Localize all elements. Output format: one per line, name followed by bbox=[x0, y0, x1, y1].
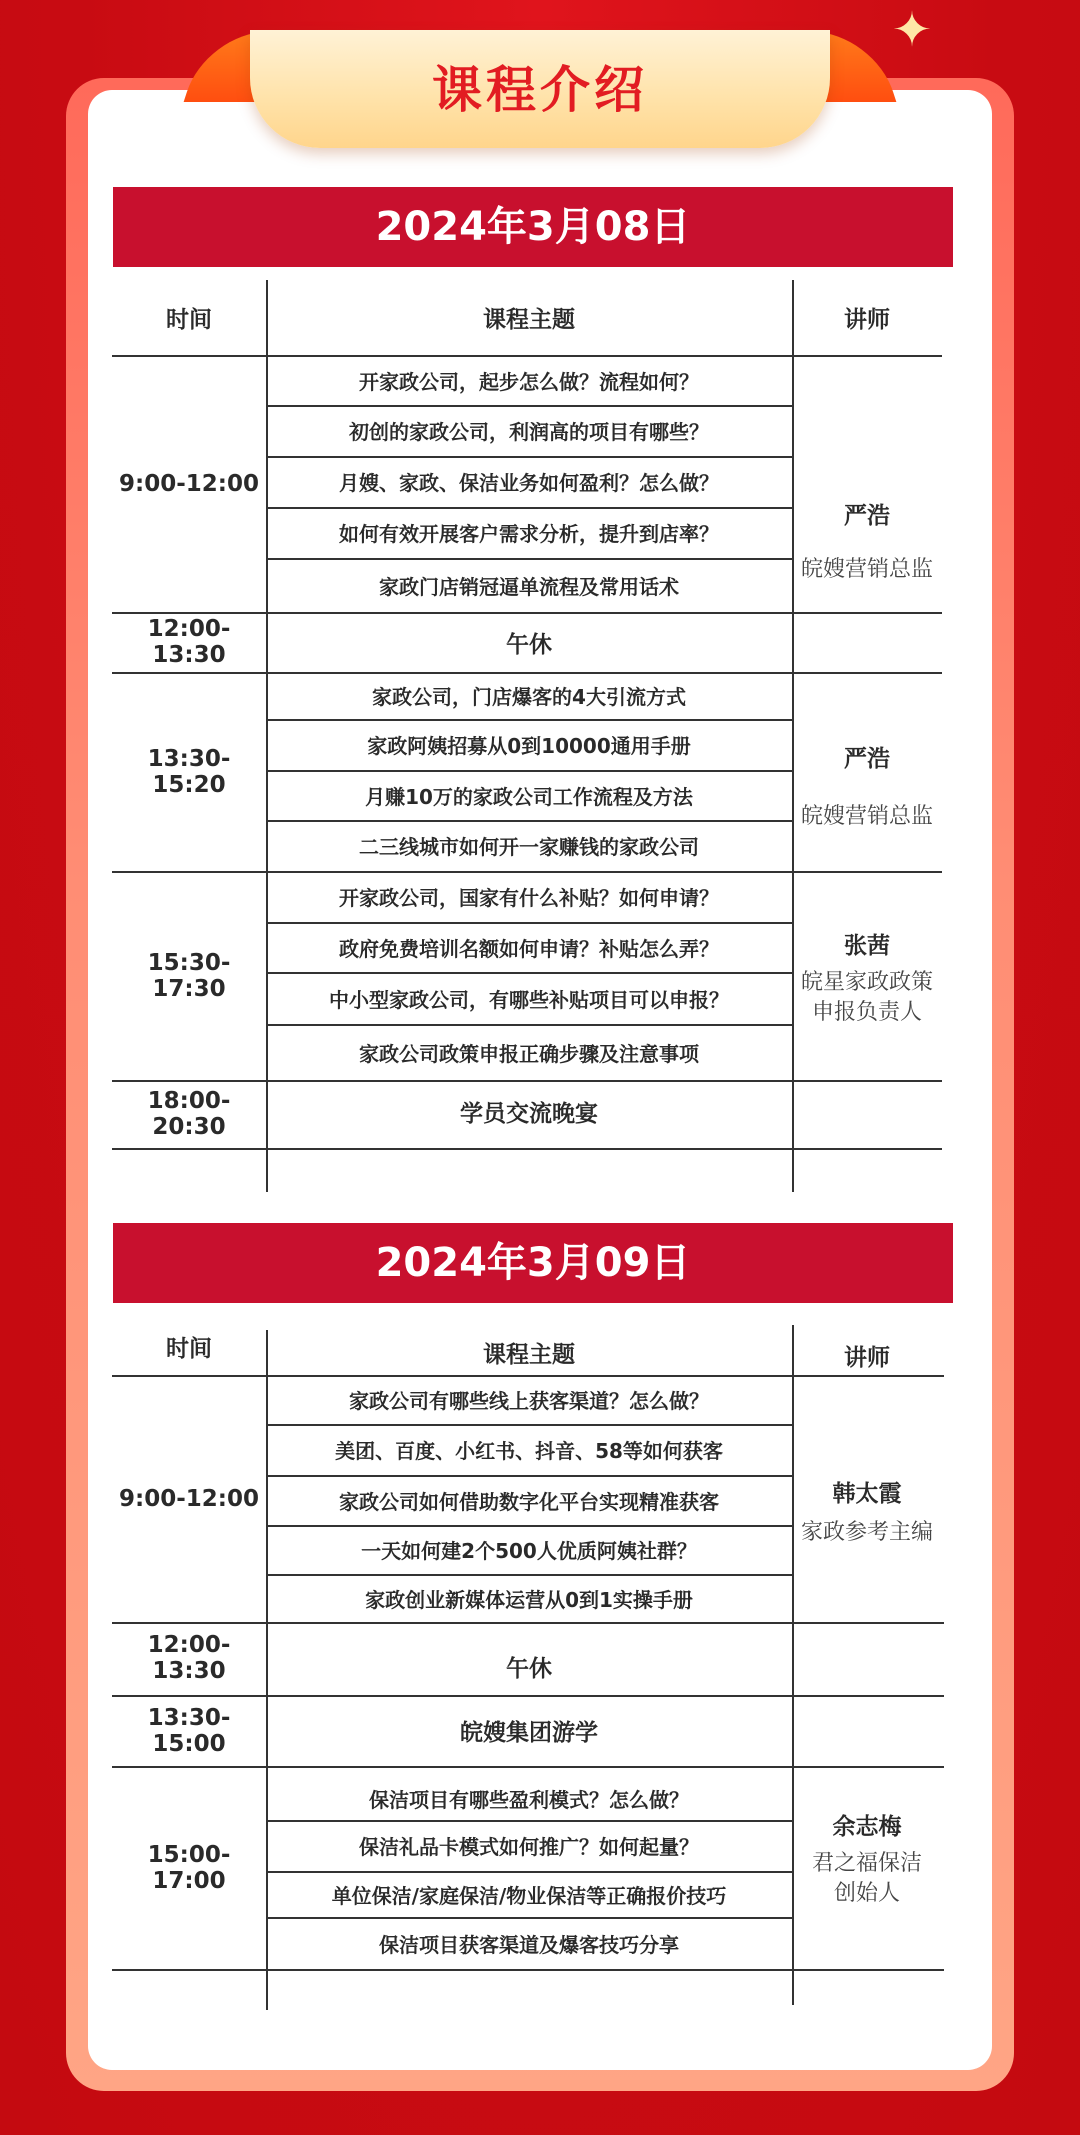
session-time: 12:00-13:30 bbox=[147, 616, 231, 668]
topic-item: 如何有效开展客户需求分析，提升到店率？ bbox=[339, 522, 719, 546]
teacher-name: 韩太霞 bbox=[832, 1480, 902, 1507]
topic-item: 家政公司如何借助数字化平台实现精准获客 bbox=[339, 1489, 719, 1514]
session-time: 13:30-15:00 bbox=[147, 1704, 231, 1757]
teacher-role-line2: 创始人 bbox=[833, 1881, 900, 1906]
topic-item: 初创的家政公司，利润高的项目有哪些？ bbox=[349, 420, 709, 444]
topic-item: 保洁项目有哪些盈利模式？怎么做？ bbox=[369, 1787, 689, 1812]
topic-item: 家政阿姨招募从0到10000通用手册 bbox=[367, 734, 691, 758]
session-time: 9:00-12:00 bbox=[119, 1485, 259, 1512]
teacher-name: 严浩 bbox=[844, 745, 890, 772]
topic-item: 家政门店销冠逼单流程及常用话术 bbox=[379, 574, 679, 599]
column-header-topic: 课程主题 bbox=[483, 307, 575, 333]
teacher-role: 家政参考主编 bbox=[800, 1520, 933, 1545]
column-header-time: 时间 bbox=[166, 307, 212, 333]
topic-item: 午休 bbox=[506, 631, 552, 658]
topic-item: 二三线城市如何开一家赚钱的家政公司 bbox=[359, 835, 699, 859]
topic-item: 月赚10万的家政公司工作流程及方法 bbox=[365, 784, 693, 809]
topic-item: 月嫂、家政、保洁业务如何盈利？怎么做？ bbox=[339, 471, 719, 495]
topic-item: 保洁项目获客渠道及爆客技巧分享 bbox=[379, 1932, 679, 1957]
topic-item: 一天如何建2个500人优质阿姨社群？ bbox=[361, 1539, 697, 1563]
teacher-role-line2: 申报负责人 bbox=[811, 1000, 922, 1025]
topic-item: 开家政公司，起步怎么做？流程如何？ bbox=[359, 369, 699, 394]
page-title: 课程介绍 bbox=[432, 61, 648, 119]
teacher-name: 严浩 bbox=[844, 502, 890, 529]
sparkle-icon: ✦ bbox=[891, 2, 933, 58]
teacher-name: 余志梅 bbox=[832, 1813, 902, 1840]
day1-date-bar: 2024年3月08日 bbox=[113, 187, 953, 267]
day2-date-bar: 2024年3月09日 bbox=[113, 1223, 953, 1303]
topic-item: 皖嫂集团游学 bbox=[460, 1720, 598, 1746]
column-header-time: 时间 bbox=[166, 1335, 212, 1362]
session-time: 9:00-12:00 bbox=[119, 470, 259, 497]
session-time: 18:00-20:30 bbox=[147, 1088, 231, 1140]
topic-item: 家政公司政策申报正确步骤及注意事项 bbox=[359, 1041, 699, 1066]
session-time: 15:00-17:00 bbox=[147, 1841, 231, 1894]
teacher-role: 皖嫂营销总监 bbox=[800, 557, 933, 582]
column-header-teacher: 讲师 bbox=[844, 1344, 890, 1371]
topic-item: 开家政公司，国家有什么补贴？如何申请？ bbox=[339, 886, 719, 910]
topic-item: 家政公司有哪些线上获客渠道？怎么做？ bbox=[349, 1389, 709, 1413]
topic-item: 政府免费培训名额如何申请？补贴怎么弄？ bbox=[339, 936, 719, 961]
teacher-name: 张茜 bbox=[844, 932, 890, 959]
session-time: 15:30-17:30 bbox=[147, 949, 231, 1002]
topic-item: 保洁礼品卡模式如何推广？如何起量？ bbox=[359, 1835, 699, 1859]
topic-item: 单位保洁/家庭保洁/物业保洁等正确报价技巧 bbox=[331, 1883, 727, 1908]
session-time: 13:30-15:20 bbox=[147, 745, 231, 798]
topic-item: 家政公司，门店爆客的4大引流方式 bbox=[372, 685, 686, 709]
topic-item: 美团、百度、小红书、抖音、58等如何获客 bbox=[335, 1439, 723, 1463]
column-header-teacher: 讲师 bbox=[844, 307, 890, 333]
topic-item: 午休 bbox=[506, 1655, 552, 1682]
topic-item: 家政创业新媒体运营从0到1实操手册 bbox=[365, 1587, 693, 1612]
topic-item: 学员交流晚宴 bbox=[460, 1100, 598, 1127]
column-header-topic: 课程主题 bbox=[483, 1342, 575, 1368]
session-time: 12:00-13:30 bbox=[147, 1632, 231, 1684]
topic-item: 中小型家政公司，有哪些补贴项目可以申报？ bbox=[329, 987, 729, 1012]
teacher-role: 皖嫂营销总监 bbox=[800, 804, 933, 829]
teacher-role: 皖星家政政策 bbox=[800, 970, 933, 995]
teacher-role: 君之福保洁 bbox=[811, 1851, 922, 1876]
